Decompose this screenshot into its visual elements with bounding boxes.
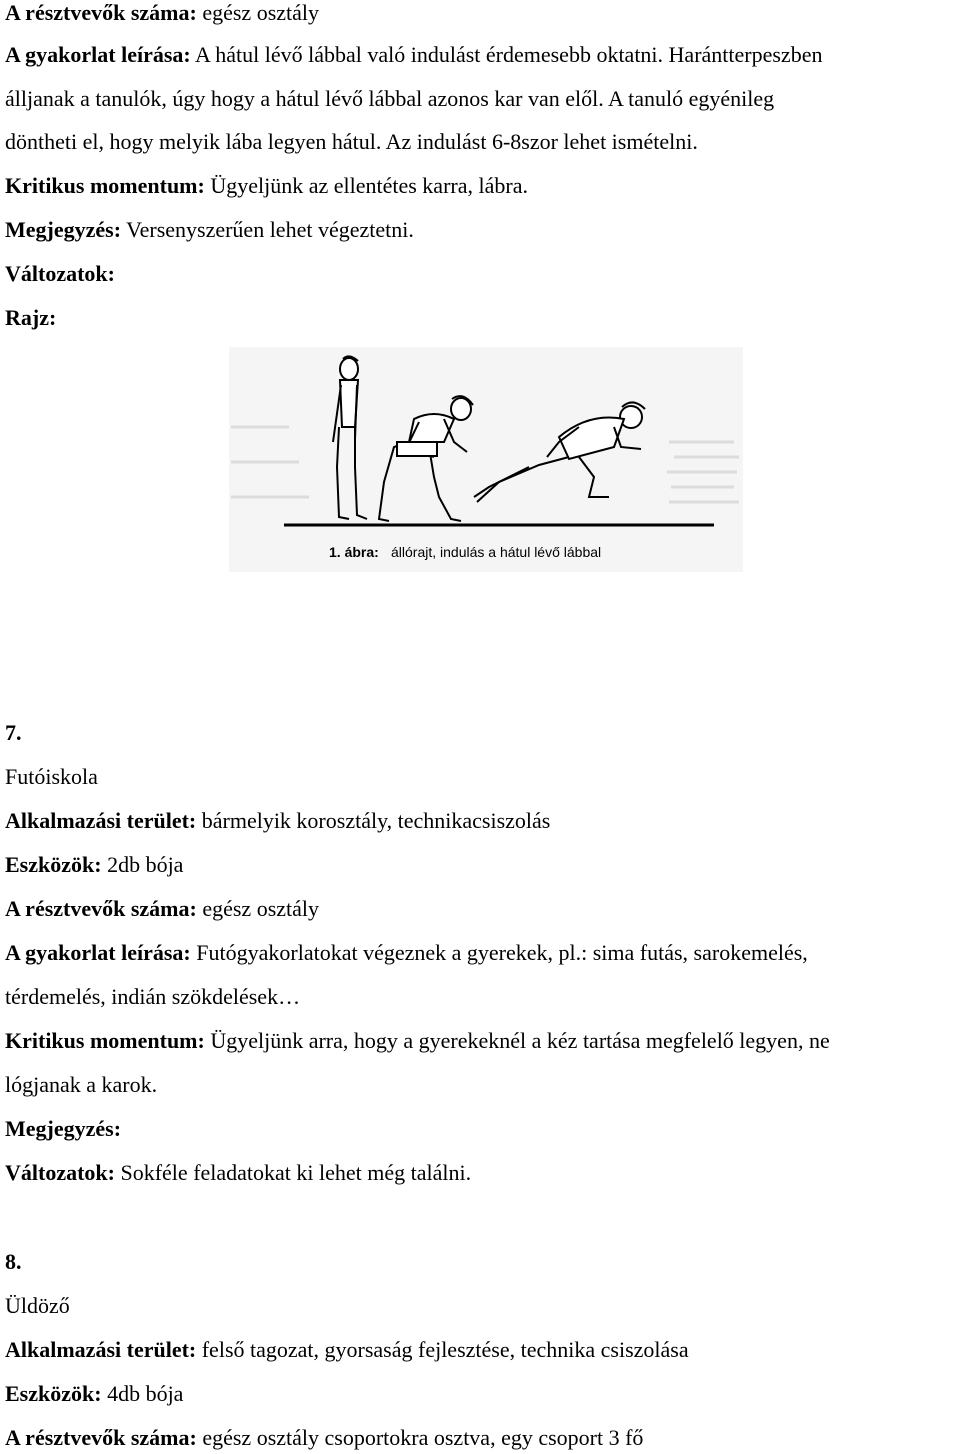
exercise7-tools-line (5, 852, 183, 878)
area-label: Alkalmazási terület: (5, 808, 197, 833)
participants-line (5, 0, 319, 26)
exercise7-area-line (5, 808, 550, 834)
ready-athlete (379, 396, 473, 521)
description-line-1 (5, 42, 822, 68)
exercise8-title: Üldöző (5, 1293, 70, 1318)
standing-athlete (333, 356, 367, 519)
area-value: bármelyik korosztály, technikacsiszolás (196, 808, 551, 833)
description-line-2: álljanak a tanulók, úgy hogy a hátul lévő lábbal azonos kar van elől. A tanuló egyénileg (5, 86, 775, 111)
figure-caption-text: állórajt, indulás a hátul lévő lábbal (391, 544, 602, 560)
participants-value: egész osztály (196, 896, 320, 921)
note-value: Versenyszerűen lehet végeztetni. (121, 217, 414, 242)
area-label: Alkalmazási terület: (5, 1337, 197, 1362)
figure-caption-number: 1. ábra: (329, 544, 379, 560)
variants-value: Sokféle feladatokat ki lehet még találni. (114, 1160, 472, 1185)
area-value: felső tagozat, gyorsaság fejlesztése, technika csiszolása (196, 1337, 689, 1362)
exercise7-number: 7. (5, 720, 22, 745)
tools-label: Eszközök: (5, 852, 102, 877)
exercise7-critical-line-2: lógjanak a karok. (5, 1072, 158, 1097)
participants-label: A résztvevők száma: (5, 1425, 197, 1450)
variants-label: Változatok: (5, 261, 115, 286)
tools-value: 2db bója (101, 852, 184, 877)
start-illustration (229, 347, 743, 572)
critical-line (5, 173, 528, 199)
description-text-1: Futógyakorlatokat végeznek a gyerekek, pl.: sima futás, sarokemelés, (190, 940, 808, 965)
exercise8-number: 8. (5, 1249, 22, 1274)
critical-value: Ügyeljünk az ellentétes karra, lábra. (204, 173, 528, 198)
exercise7-note-label: Megjegyzés: (5, 1116, 122, 1141)
exercise8-participants-line (5, 1425, 643, 1451)
description-text-1: A hátul lévő lábbal való indulást érdemesebb oktatni. Harántterpeszben (190, 42, 823, 67)
participants-label: A résztvevők száma: (5, 0, 197, 25)
exercise7-participants-line (5, 896, 319, 922)
participants-value: egész osztály (196, 0, 320, 25)
tools-label: Eszközök: (5, 1381, 102, 1406)
sprinting-athlete (474, 402, 645, 502)
drawing-label: Rajz: (5, 305, 57, 330)
description-line-3: döntheti el, hogy melyik lába legyen hátul. Az indulást 6-8szor lehet ismételni. (5, 129, 698, 154)
participants-value: egész osztály csoportokra osztva, egy csoport 3 fő (196, 1425, 644, 1450)
note-line (5, 217, 414, 243)
critical-text-1: Ügyeljünk arra, hogy a gyerekeknél a kéz tartása megfelelő legyen, ne (204, 1028, 830, 1053)
variants-label: Változatok: (5, 1160, 115, 1185)
exercise8-area-line (5, 1337, 689, 1363)
note-label: Megjegyzés: (5, 217, 122, 242)
critical-label: Kritikus momentum: (5, 1028, 205, 1053)
exercise7-description-line-1 (5, 940, 808, 966)
exercise7-description-line-2: térdemelés, indián szökdelések… (5, 984, 301, 1009)
exercise7-title: Futóiskola (5, 764, 98, 789)
description-label: A gyakorlat leírása: (5, 42, 191, 67)
critical-label: Kritikus momentum: (5, 173, 205, 198)
tools-value: 4db bója (101, 1381, 184, 1406)
participants-label: A résztvevők száma: (5, 896, 197, 921)
exercise8-tools-line (5, 1381, 183, 1407)
exercise7-critical-line-1 (5, 1028, 830, 1054)
exercise7-variants-line (5, 1160, 471, 1186)
description-label: A gyakorlat leírása: (5, 940, 191, 965)
